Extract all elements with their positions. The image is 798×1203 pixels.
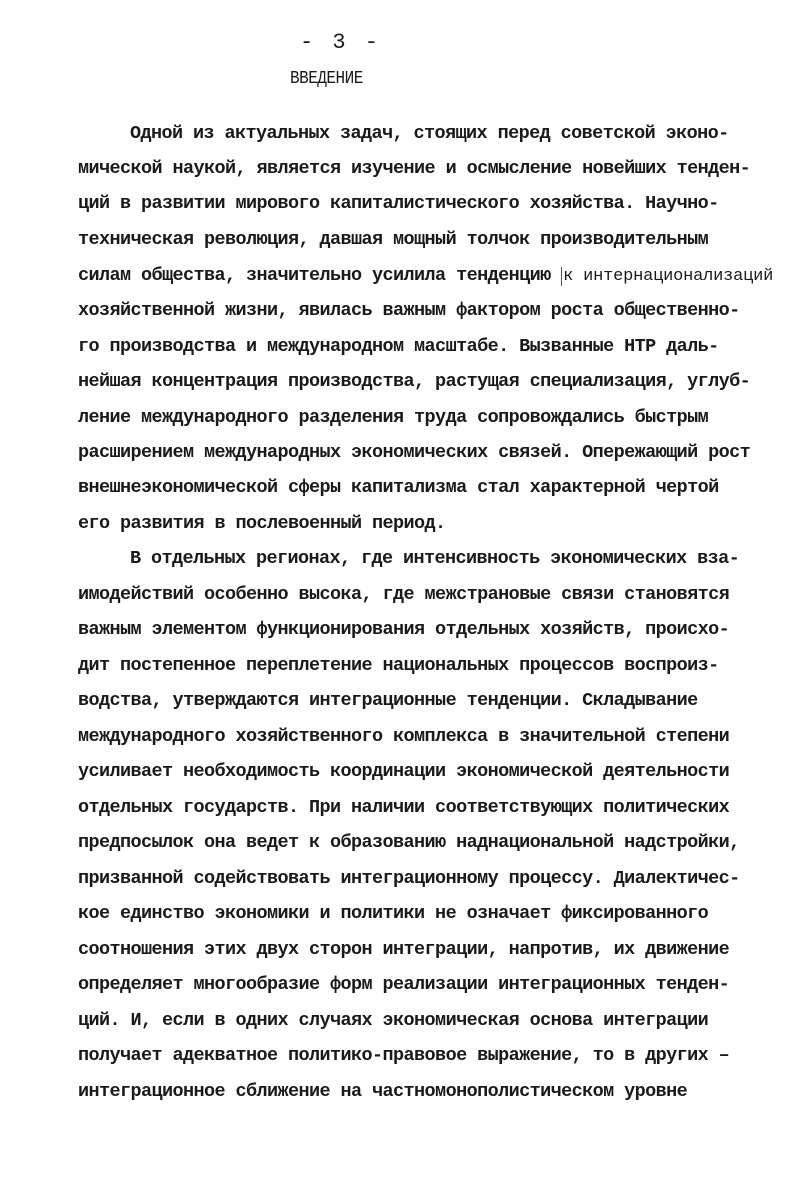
text-line: интеграционное сближение на частномонополистическом уровне — [78, 1081, 688, 1102]
page-title: ВВЕДЕНИЕ — [290, 68, 363, 89]
text-line: его развития в послевоенный период. — [78, 513, 446, 534]
text-line: хозяйственной жизни, явилась важным фактором роста общественно- — [78, 300, 740, 321]
text-line: водства, утверждаются интеграционные тенденции. Складывание — [78, 690, 698, 711]
text-line: имодействий особенно высока, где межстрановые связи становятся — [78, 584, 730, 605]
text-line: призванной содействовать интеграционному процессу. Диалектичес- — [78, 868, 740, 889]
text-line: соотношения этих двух сторон интеграции, напротив, их движение — [78, 939, 730, 960]
text-line: определяет многообразие форм реализации интеграционных тенден- — [78, 974, 730, 995]
text-line — [78, 264, 773, 289]
text-line: усиливает необходимость координации экономической деятельности — [78, 761, 730, 782]
text-line: В отдельных регионах, где интенсивность экономических вза- — [130, 548, 740, 569]
text-line: отдельных государств. При наличии соответствующих политических — [78, 797, 730, 818]
text-line: техническая революция, давшая мощный толчок производительным — [78, 229, 709, 250]
text-line: кое единство экономики и политики не означает фиксированного — [78, 903, 709, 924]
text-line: предпосылок она ведет к образованию наднациональной надстройки, — [78, 832, 740, 853]
text-line: международного хозяйственного комплекса в значительной степени — [78, 726, 730, 747]
text-line: дит постепенное переплетение национальных процессов воспроиз- — [78, 655, 719, 676]
text-line: важным элементом функционирования отдельных хозяйств, происхо- — [78, 619, 730, 640]
text-line: го производства и международном масштабе. Вызванные НТР даль- — [78, 336, 719, 357]
text-line: ций в развитии мирового капиталистического хозяйства. Научно- — [78, 193, 719, 214]
text-line: нейшая концентрация производства, растущая специализация, углуб- — [78, 371, 751, 392]
text-line: получает адекватное политико-правовое выражение, то в других – — [78, 1045, 730, 1066]
text-line: мической наукой, является изучение и осмысление новейших тенден- — [78, 158, 751, 179]
text-line-main: силам общества, значительно усилила тенденцию — [78, 265, 562, 286]
text-line: расширением международных экономических связей. Опережающий рост — [78, 442, 751, 463]
text-line: ление международного разделения труда сопровождались быстрым — [78, 407, 709, 428]
text-line: ций. И, если в одних случаях экономическая основа интеграции — [78, 1010, 709, 1031]
text-line: Одной из актуальных задач, стоящих перед советской эконо- — [130, 123, 729, 144]
text-line: внешнеэкономической сферы капитализма стал характерной чертой — [78, 477, 719, 498]
inserted-text: к интернационализаций — [563, 267, 774, 286]
page-number: - 3 - — [300, 30, 382, 55]
